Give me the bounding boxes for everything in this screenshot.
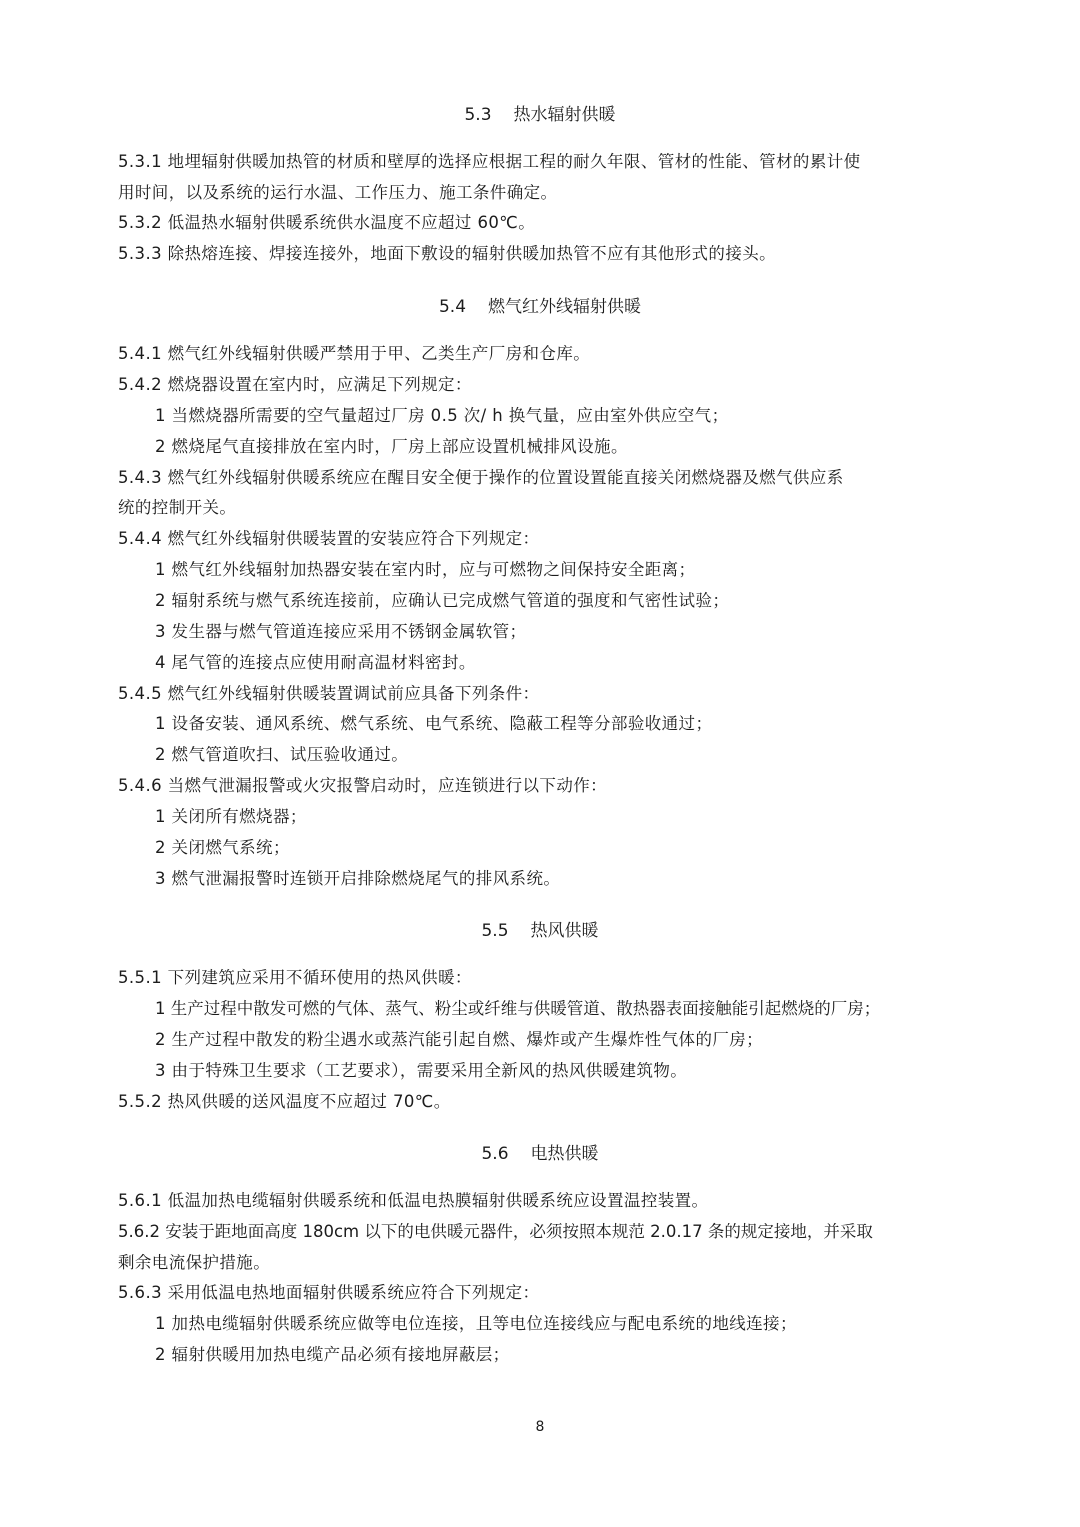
clause-line: 剩余电流保护措施。: [118, 1253, 271, 1272]
section-number: 5.4: [438, 297, 467, 317]
clause-line: 5.4.2 燃烧器设置在室内时，应满足下列规定：: [118, 375, 472, 394]
section-heading-5-6: [0, 1142, 1080, 1166]
sub-item-line: 3 由于特殊卫生要求（工艺要求），需要采用全新风的热风供暖建筑物。: [155, 1061, 688, 1080]
clause-line: 5.4.6 当燃气泄漏报警或火灾报警启动时，应连锁进行以下动作：: [118, 776, 608, 795]
section-number: 5.6: [481, 1144, 509, 1164]
sub-item-line: 2 辐射系统与燃气系统连接前，应确认已完成燃气管道的强度和气密性试验；: [155, 591, 730, 610]
section-heading-5-3: [0, 103, 1080, 127]
clause-line: 5.4.1 燃气红外线辐射供暖严禁用于甲、乙类生产厂房和仓库。: [118, 344, 591, 363]
sub-item-line: 1 关闭所有燃烧器；: [155, 807, 307, 826]
clause-line: 5.3.2 低温热水辐射供暖系统供水温度不应超过 60℃。: [118, 213, 536, 232]
sub-item-line: 2 关闭燃气系统；: [155, 838, 290, 857]
section-title: 燃气红外线辐射供暖: [488, 297, 642, 317]
clause-line: 5.6.2 安装于距地面高度 180cm 以下的电供暖元器件，必须按照本规范 2.0.17 条的规定接地，并采取: [118, 1222, 873, 1241]
sub-item-line: 3 发生器与燃气管道连接应采用不锈钢金属软管；: [155, 622, 527, 641]
section-heading-5-5: [0, 919, 1080, 943]
section-heading-5-4: [0, 295, 1080, 319]
clause-line: 5.6.3 采用低温电热地面辐射供暖系统应符合下列规定：: [118, 1283, 540, 1302]
sub-item-line: 2 燃烧尾气直接排放在室内时，厂房上部应设置机械排风设施。: [155, 437, 628, 456]
clause-line: 5.5.1 下列建筑应采用不循环使用的热风供暖：: [118, 968, 472, 987]
section-title: 热风供暖: [530, 921, 599, 941]
section-number: 5.5: [481, 921, 509, 941]
clause-line: 5.4.3 燃气红外线辐射供暖系统应在醒目安全便于操作的位置设置能直接关闭燃烧器及燃气供应系: [118, 468, 844, 487]
clause-line: 统的控制开关。: [118, 498, 237, 517]
sub-item-line: 1 燃气红外线辐射加热器安装在室内时，应与可燃物之间保持安全距离；: [155, 560, 696, 579]
clause-line: 5.4.4 燃气红外线辐射供暖装置的安装应符合下列规定：: [118, 529, 540, 548]
sub-item-line: 3 燃气泄漏报警时连锁开启排除燃烧尾气的排风系统。: [155, 869, 561, 888]
sub-item-line: 1 设备安装、通风系统、燃气系统、电气系统、隐蔽工程等分部验收通过；: [155, 714, 713, 733]
clause-line: 5.5.2 热风供暖的送风温度不应超过 70℃。: [118, 1092, 451, 1111]
clause-line: 用时间，以及系统的运行水温、工作压力、施工条件确定。: [118, 183, 558, 202]
clause-line: 5.4.5 燃气红外线辐射供暖装置调试前应具备下列条件：: [118, 684, 540, 703]
clause-line: 5.3.1 地埋辐射供暖加热管的材质和壁厚的选择应根据工程的耐久年限、管材的性能、管材的累计使: [118, 152, 861, 171]
sub-item-line: 2 燃气管道吹扫、试压验收通过。: [155, 745, 409, 764]
section-number: 5.3: [464, 105, 492, 125]
sub-item-line: 1 当燃烧器所需要的空气量超过厂房 0.5 次/ h 换气量，应由室外供应空气；: [155, 406, 729, 425]
section-title: 热水辐射供暖: [513, 105, 616, 125]
clause-line: 5.3.3 除热熔连接、焊接连接外，地面下敷设的辐射供暖加热管不应有其他形式的接头。: [118, 244, 777, 263]
sub-item-line: 1 生产过程中散发可燃的气体、蒸气、粉尘或纤维与供暖管道、散热器表面接触能引起燃烧的厂房；: [155, 999, 881, 1018]
sub-item-line: 2 辐射供暖用加热电缆产品必须有接地屏蔽层；: [155, 1345, 510, 1364]
sub-item-line: 2 生产过程中散发的粉尘遇水或蒸汽能引起自燃、爆炸或产生爆炸性气体的厂房；: [155, 1030, 764, 1049]
sub-item-line: 4 尾气管的连接点应使用耐高温材料密封。: [155, 653, 476, 672]
clause-line: 5.6.1 低温加热电缆辐射供暖系统和低温电热膜辐射供暖系统应设置温控装置。: [118, 1191, 709, 1210]
page-number: 8: [535, 1419, 545, 1435]
sub-item-line: 1 加热电缆辐射供暖系统应做等电位连接，且等电位连接线应与配电系统的地线连接；: [155, 1314, 797, 1333]
section-title: 电热供暖: [530, 1144, 599, 1164]
